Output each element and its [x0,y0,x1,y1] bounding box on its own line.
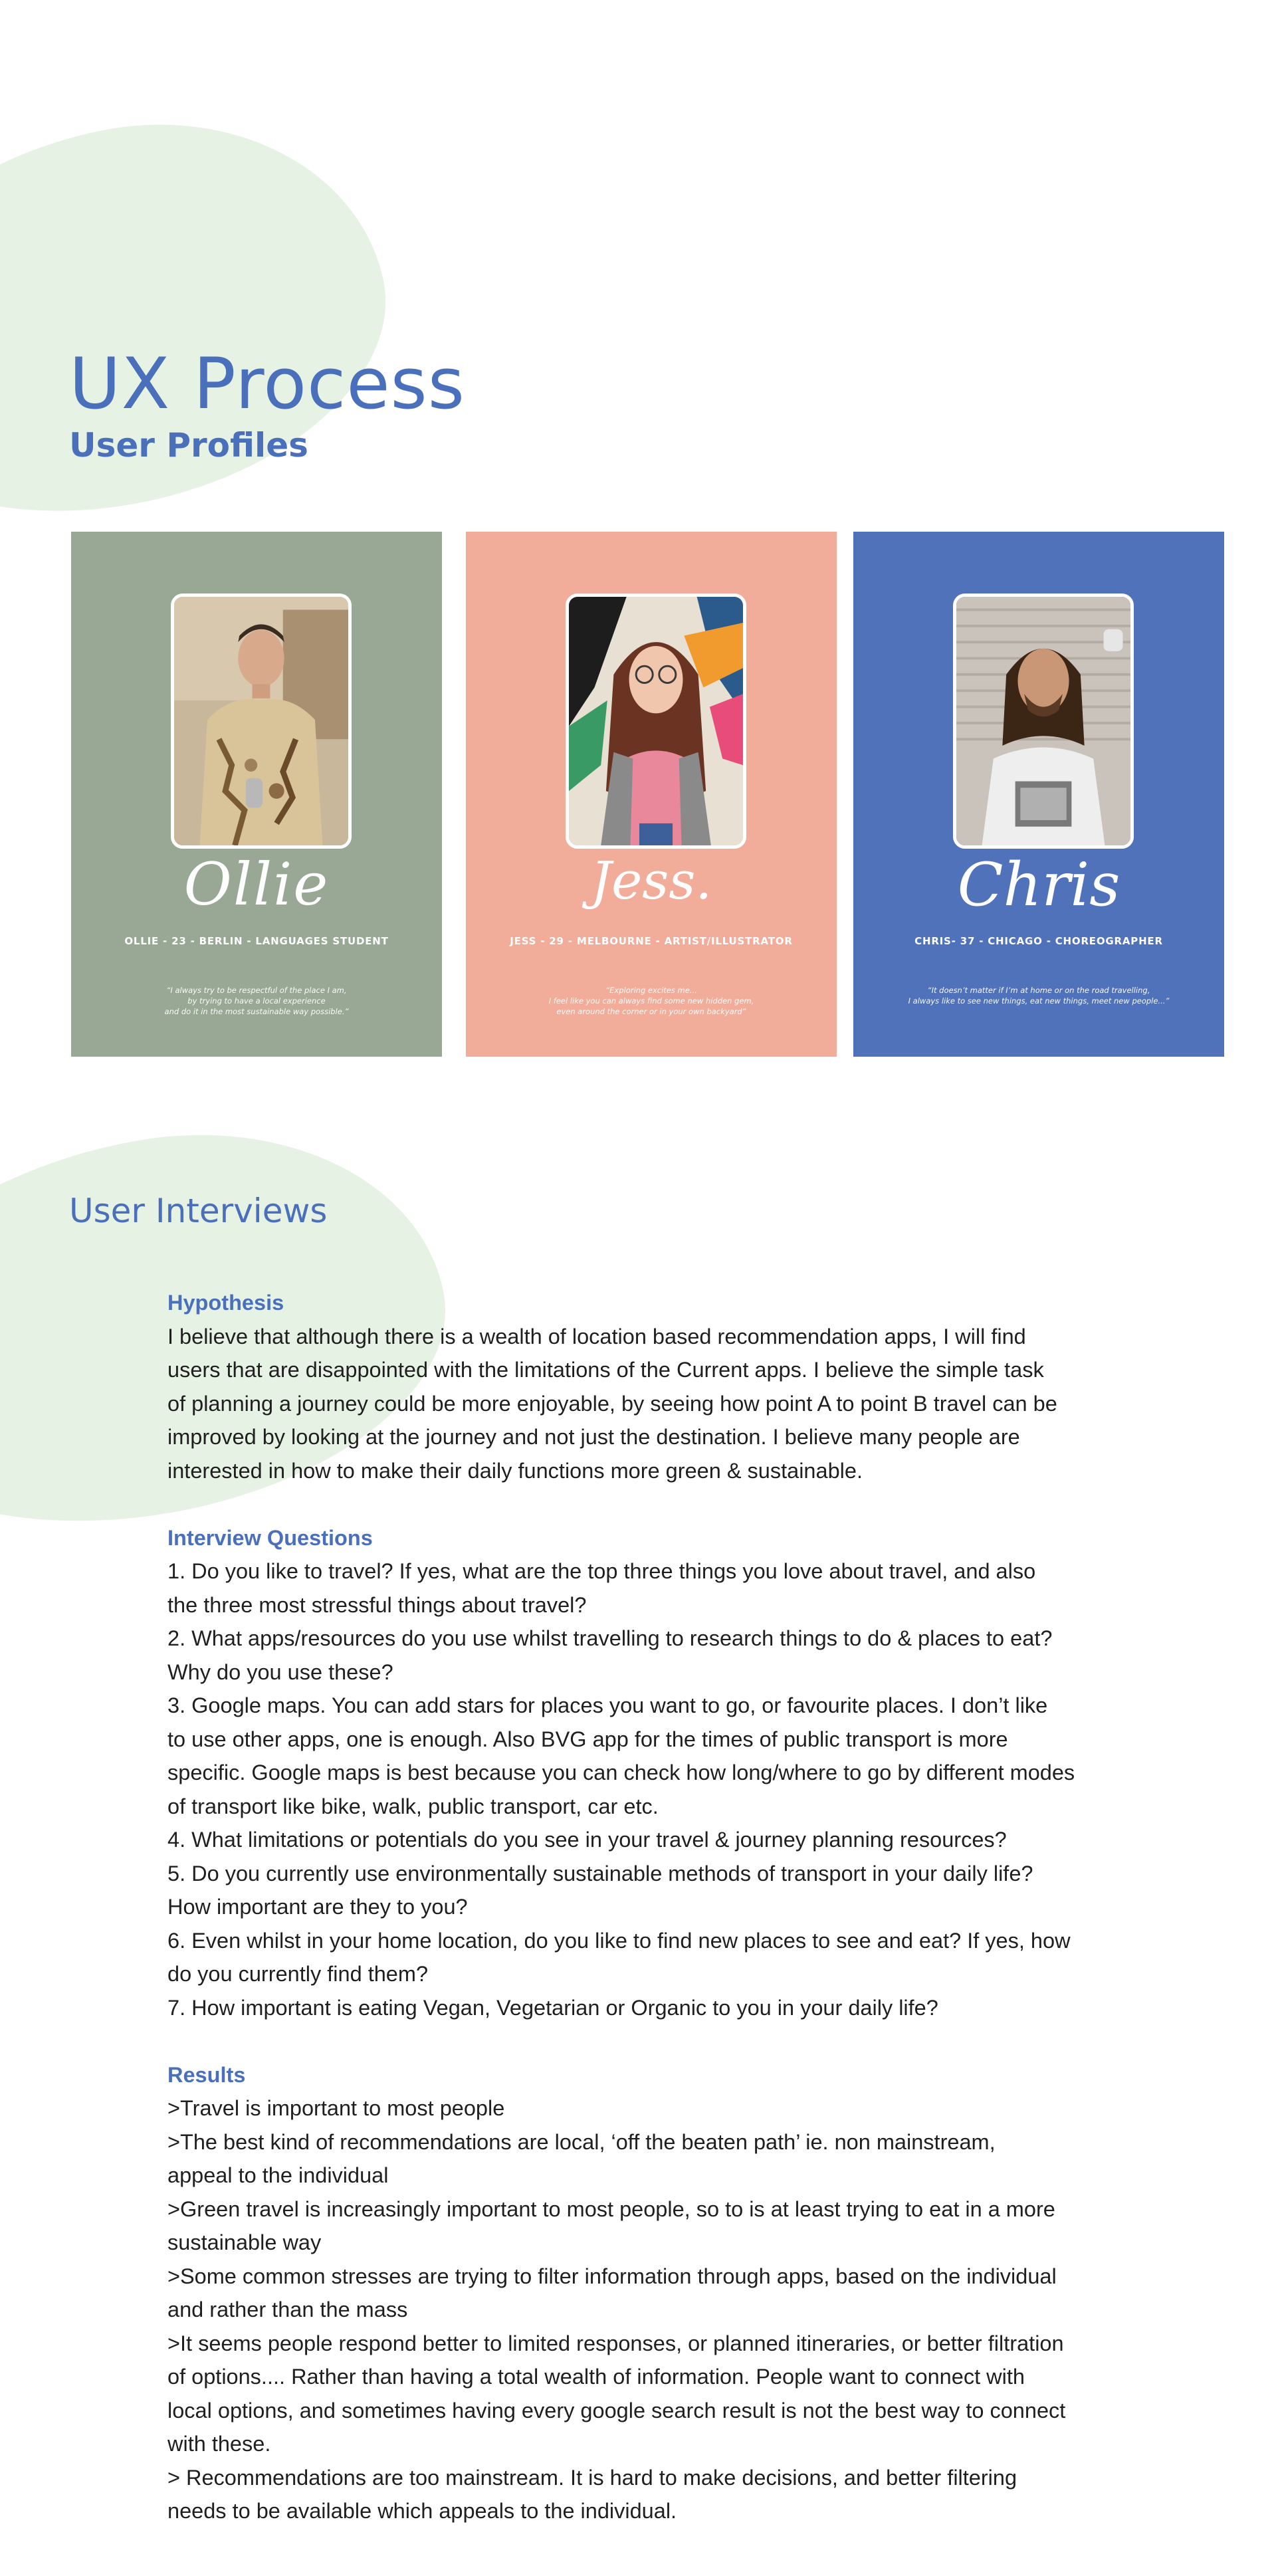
profile-quote-jess: “Exploring excites me... I feel like you can always find some new hidden gem, even around the corner or in your own backyard” [548,986,754,1016]
text-line: improved by looking at the journey and not just the destination. I believe many people are [167,1425,1020,1449]
spacer [167,1487,1124,1521]
text-line: > Recommendations are too mainstream. It is hard to make decisions, and better filtering [167,2465,1017,2490]
text-line: do you currently find them? [167,1962,429,1986]
text-line: appeal to the individual [167,2163,389,2187]
profile-info-chris: CHRIS- 37 - CHICAGO - CHOREOGRAPHER [914,935,1163,947]
profile-photo-jess [566,593,746,849]
profile-quote-ollie: “I always try to be respectful of the place I am, by trying to have a local experience and do it in the most sustainable way possible.” [164,986,349,1016]
spacer [167,2024,1124,2058]
hypothesis-heading: Hypothesis [167,1291,284,1315]
profile-quote-chris: “It doesn’t matter if I’m at home or on the road travelling, I always like to see new things, eat new things, meet new people...” [908,986,1170,1006]
text-line: I believe that although there is a wealth of location based recommendation apps, I will find [167,1324,1026,1348]
questions-text [167,1555,1124,2024]
section-title-user-interviews: User Interviews [69,1192,328,1230]
text-line: 3. Google maps. You can add stars for places you want to go, or favourite places. I don’t like [167,1693,1048,1717]
interview-content [167,1286,1124,2528]
results-section [167,2058,1124,2528]
profile-card-ollie [71,532,442,1057]
profile-photo-chris [953,593,1134,849]
decorative-blob-top [0,80,418,558]
text-line: 5. Do you currently use environmentally sustainable methods of transport in your daily life? [167,1861,1033,1885]
text-line: Why do you use these? [167,1660,393,1684]
page-subtitle: User Profiles [69,426,308,465]
text-line: needs to be available which appeals to the individual. [167,2499,677,2523]
signature-jess: Jess. [590,851,712,911]
profile-card-jess [466,532,837,1057]
profile-card-chris [853,532,1224,1057]
text-line: of planning a journey could be more enjoyable, by seeing how point A to point B travel can be [167,1391,1057,1416]
text-line: and rather than the mass [167,2298,408,2321]
text-line: sustainable way [167,2230,322,2254]
text-line: users that are disappointed with the limitations of the Current apps. I believe the simple task [167,1358,1044,1382]
results-heading: Results [167,2062,246,2087]
text-line: specific. Google maps is best because you can check how long/where to go by different modes [167,1761,1075,1784]
text-line: with these. [167,2432,271,2456]
signature-ollie: Ollie [183,850,330,918]
text-line: 2. What apps/resources do you use whilst travelling to research things to do & places to eat? [167,1626,1053,1650]
text-line: interested in how to make their daily functions more green & sustainable. [167,1458,863,1483]
text-line: >It seems people respond better to limited responses, or planned itineraries, or better filtration [167,2331,1064,2355]
results-text [167,2092,1124,2528]
text-line: How important are they to you? [167,1895,468,1919]
profile-photo-ollie [171,593,352,849]
text-line: 6. Even whilst in your home location, do you like to find new places to see and eat? If yes, how [167,1928,1071,1953]
text-line: >Travel is important to most people [167,2096,505,2120]
text-line: of transport like bike, walk, public transport, car etc. [167,1794,659,1818]
profile-info-jess: JESS - 29 - MELBOURNE - ARTIST/ILLUSTRATOR [510,935,793,947]
text-line: 7. How important is eating Vegan, Vegetarian or Organic to you in your daily life? [167,1995,938,2020]
hypothesis-text [167,1320,1124,1488]
text-line: >Some common stresses are trying to filter information through apps, based on the individual [167,2264,1057,2288]
text-line: to use other apps, one is enough. Also BVG app for the times of public transport is more [167,1727,1008,1751]
text-line: 1. Do you like to travel? If yes, what are the top three things you love about travel, and also [167,1559,1036,1583]
text-line: the three most stressful things about travel? [167,1592,587,1617]
text-line: local options, and sometimes having every google search result is not the best way to connect [167,2398,1066,2422]
page-title: UX Process [69,343,466,425]
text-line: 4. What limitations or potentials do you see in your travel & journey planning resources? [167,1828,1007,1852]
signature-chris: Chris [957,850,1120,920]
questions-heading: Interview Questions [167,1525,373,1550]
hypothesis-section [167,1286,1124,1487]
text-line: >The best kind of recommendations are local, ‘off the beaten path’ ie. non mainstream, [167,2129,996,2154]
profile-info-ollie: OLLIE - 23 - BERLIN - LANGUAGES STUDENT [124,935,389,947]
questions-section [167,1521,1124,2025]
text-line: >Green travel is increasingly important to most people, so to is at least trying to eat in a more [167,2197,1055,2221]
text-line: of options.... Rather than having a total wealth of information. People want to connect with [167,2365,1025,2389]
